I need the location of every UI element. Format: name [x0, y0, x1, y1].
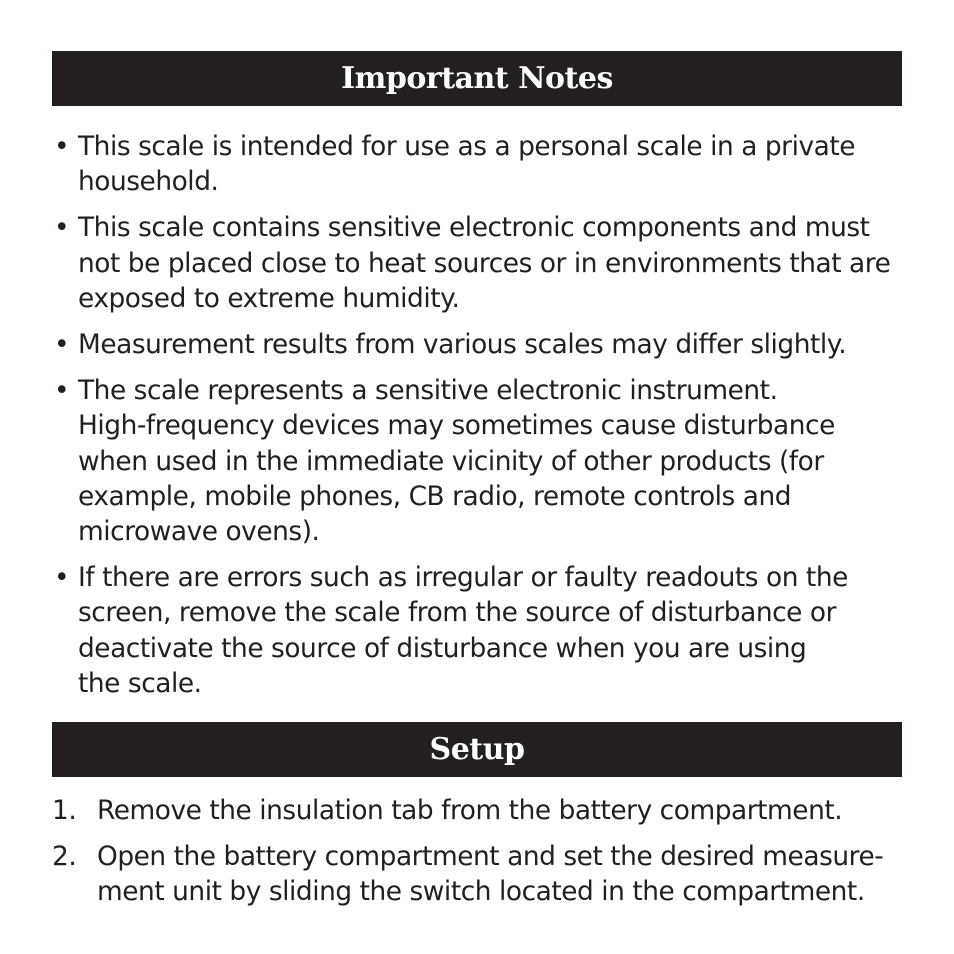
manual-page [52, 51, 902, 910]
bullet-marker: • [54, 212, 70, 244]
bullet-marker: • [54, 375, 70, 407]
important-notes-list [52, 129, 902, 701]
note-item [52, 327, 902, 362]
note-item [52, 373, 902, 549]
note-text-line: If there are errors such as irregular or faulty readouts on the [78, 562, 848, 594]
step-text-line: Remove the insulation tab from the battery compartment. [97, 795, 843, 827]
step-number: 2. [52, 841, 77, 873]
bullet-marker: • [54, 131, 70, 162]
note-text-line: exposed to extreme humidity. [78, 282, 460, 314]
setup-step [52, 793, 902, 828]
step-number: 1. [52, 795, 77, 827]
step-text-line: ment unit by sliding the switch located in the compartment. [97, 876, 865, 908]
note-item [52, 129, 902, 199]
note-text-line: deactivate the source of disturbance when you are using [78, 632, 807, 664]
note-text-line: microwave ovens). [78, 516, 320, 548]
note-item [52, 560, 902, 701]
setup-step [52, 839, 902, 909]
setup-header [52, 722, 902, 777]
setup-title: Setup [429, 732, 525, 768]
important-notes-title: Important Notes [341, 61, 613, 96]
note-text-line: The scale represents a sensitive electronic instrument. [78, 375, 778, 407]
note-text-line: household. [78, 166, 219, 198]
note-item [52, 210, 902, 316]
note-text-line: High-frequency devices may sometimes cause disturbance [78, 410, 835, 442]
note-text-line: the scale. [78, 667, 202, 699]
step-text-line: Open the battery compartment and set the desired measure- [97, 841, 884, 873]
note-text-line: screen, remove the scale from the source of disturbance or [78, 597, 836, 629]
note-text-line: example, mobile phones, CB radio, remote controls and [78, 480, 792, 512]
note-text-line: when used in the immediate vicinity of other products (for [78, 445, 824, 477]
important-notes-header [52, 51, 902, 106]
note-text-line: This scale contains sensitive electronic components and must [78, 212, 870, 244]
note-text-line: not be placed close to heat sources or in environments that are [78, 247, 891, 279]
bullet-marker: • [54, 329, 70, 361]
note-text-line: Measurement results from various scales may differ slightly. [78, 329, 847, 361]
bullet-marker: • [54, 562, 70, 594]
note-text-line: This scale is intended for use as a personal scale in a private [78, 131, 856, 162]
setup-steps-list [52, 793, 902, 910]
